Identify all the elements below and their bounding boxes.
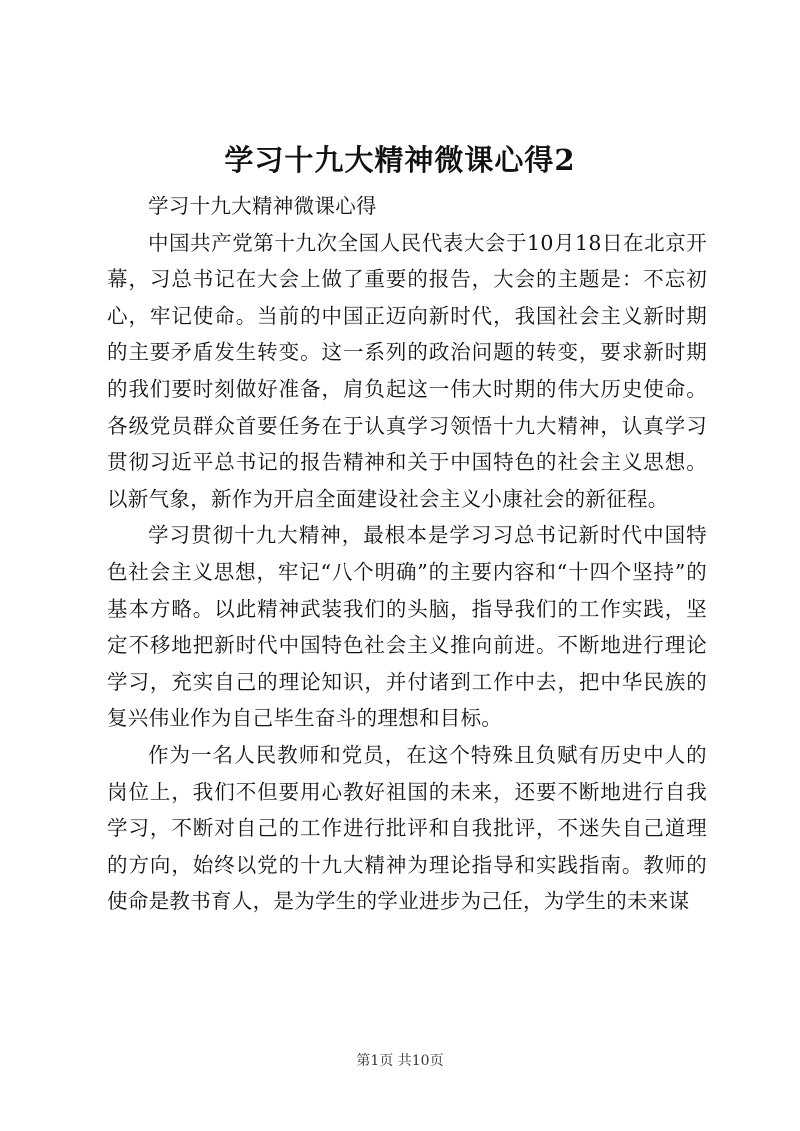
document-title: 学习十九大精神微课心得2	[224, 143, 576, 177]
document-subtitle: 学习十九大精神微课心得	[148, 194, 377, 218]
paragraph-2: 学习贯彻十九大精神，最根本是学习习总书记新时代中国特色社会主义思想，牢记“八个明确”的主要内容和“十四个坚持”的基本方略。以此精神武装我们的头脑，指导我们的工作实践，坚定不移地把新时代中国特色社会主义推向前进。不断地进行理论学习，充实自己的理论知识，并付诸到工作中去，把中华民族的复兴伟业作为自己毕生奋斗的理想和目标。	[107, 523, 707, 731]
paragraph-3: 作为一名人民教师和党员，在这个特殊且负赋有历史中人的岗位上，我们不但要用心教好祖国的未来，还要不断地进行自我学习，不断对自己的工作进行批评和自我批评，不迷失自己道理的方向，始终以党的十九大精神为理论指导和实践指南。教师的使命是教书育人，是为学生的学业进步为己任，为学生的未来谋	[107, 742, 707, 914]
document-body	[107, 188, 707, 920]
paragraph-1: 中国共产党第十九次全国人民代表大会于10月18日在北京开幕，习总书记在大会上做了重要的报告，大会的主题是：不忘初心，牢记使命。当前的中国正迈向新时代，我国社会主义新时期的主要矛盾发生转变。这一系列的政治问题的转变，要求新时期的我们要时刻做好准备，肩负起这一伟大时期的伟大历史使命。各级党员群众首要任务在于认真学习领悟十九大精神，认真学习贯彻习近平总书记的报告精神和关于中国特色的社会主义思想。以新气象，新作为开启全面建设社会主义小康社会的新征程。	[107, 230, 707, 511]
page-number-footer: 第1页 共10页	[356, 1053, 444, 1069]
